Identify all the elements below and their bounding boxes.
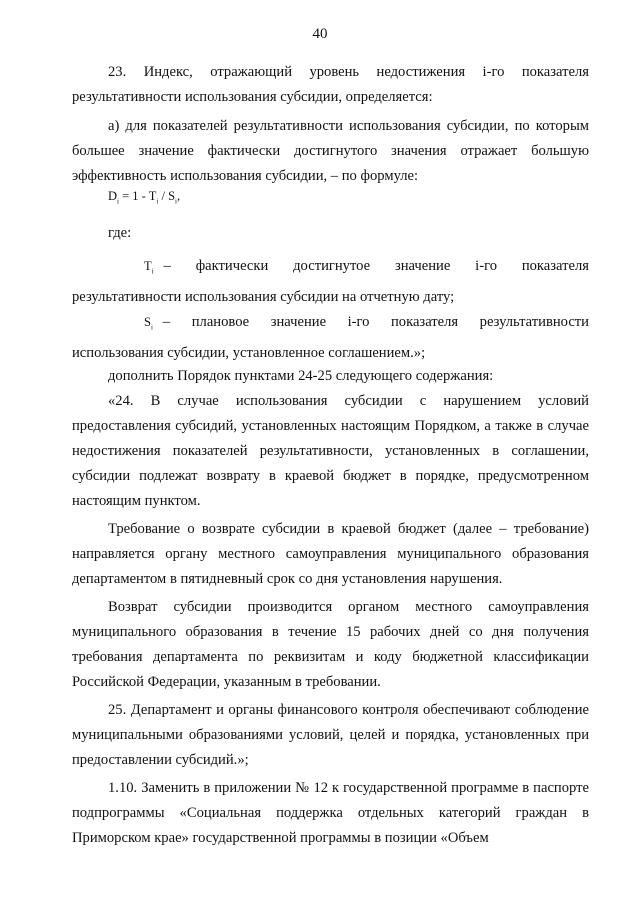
t-symbol: T [144, 259, 152, 273]
paragraph-24-requirement: Требование о возврате субсидии в краевой бюджет (далее – требование) направляется органу местного самоуправления муниципального образования департаментом в пятидневный срок со дня установления нарушения. [72, 521, 589, 587]
formula-d-symbol: D [108, 189, 118, 203]
formula-slash: / [158, 189, 169, 203]
paragraph-1-10: 1.10. Заменить в приложении № 12 к государственной программе в паспорте подпрограммы «Социальная поддержка отдельных категорий граждан в Приморском крае» государственной программы в позиции «Объем [72, 780, 589, 846]
paragraph-23-intro: 23. Индекс, отражающий уровень недостижения i-го показателя результативности использования субсидии, определяется: [72, 64, 589, 105]
formula-t-subscript: i [156, 197, 159, 206]
s-definition-symbol [108, 310, 153, 341]
s-subscript: i [150, 323, 153, 332]
page-number: 40 [312, 26, 328, 42]
s-definition [72, 310, 589, 366]
t-definition-text: – фактически достигнутое значение i-го показателя результативности использования субсидии на отчетную дату; [72, 258, 589, 305]
where-label: где: [108, 225, 132, 241]
formula-equals: = 1 - [118, 189, 149, 203]
formula-d-subscript: i [117, 197, 119, 206]
formula-s-symbol: S [168, 189, 176, 203]
t-subscript: i [151, 267, 154, 276]
paragraph-23-a: а) для показателей результативности использования субсидии, по которым большее значение фактически достигнутого значения отражает большую эффективность использования субсидии, – по формуле: [72, 118, 589, 184]
paragraph-25: 25. Департамент и органы финансового контроля обеспечивают соблюдение муниципальными образованиями условий, целей и порядка, установленных при предоставлении субсидий.»; [72, 702, 589, 768]
t-definition [72, 254, 589, 310]
s-symbol: S [144, 315, 151, 329]
s-definition-text: – плановое значение i-го показателя результативности использования субсидии, установленное соглашением.»; [72, 314, 589, 361]
supplement-line: дополнить Порядок пунктами 24-25 следующего содержания: [108, 368, 494, 384]
t-definition-symbol [108, 254, 154, 285]
formula-s-subscript: i [175, 197, 177, 206]
paragraph-24-return: Возврат субсидии производится органом местного самоуправления муниципального образования в течение 15 рабочих дней со дня получения требования департамента по реквизитам и коду бюджетной классификации Российской Федерации, указанным в требовании. [72, 599, 589, 690]
formula-t-symbol: T [148, 189, 157, 203]
formula-tail: , [176, 189, 181, 203]
paragraph-24: «24. В случае использования субсидии с нарушением условий предоставления субсидий, установленных настоящим Порядком, а также в случае недостижения показателей результативности, установленных в соглашении, субсидии подлежат возврату в краевой бюджет в порядке, предусмотренном настоящим пунктом. [72, 393, 589, 509]
formula-d [108, 189, 180, 206]
